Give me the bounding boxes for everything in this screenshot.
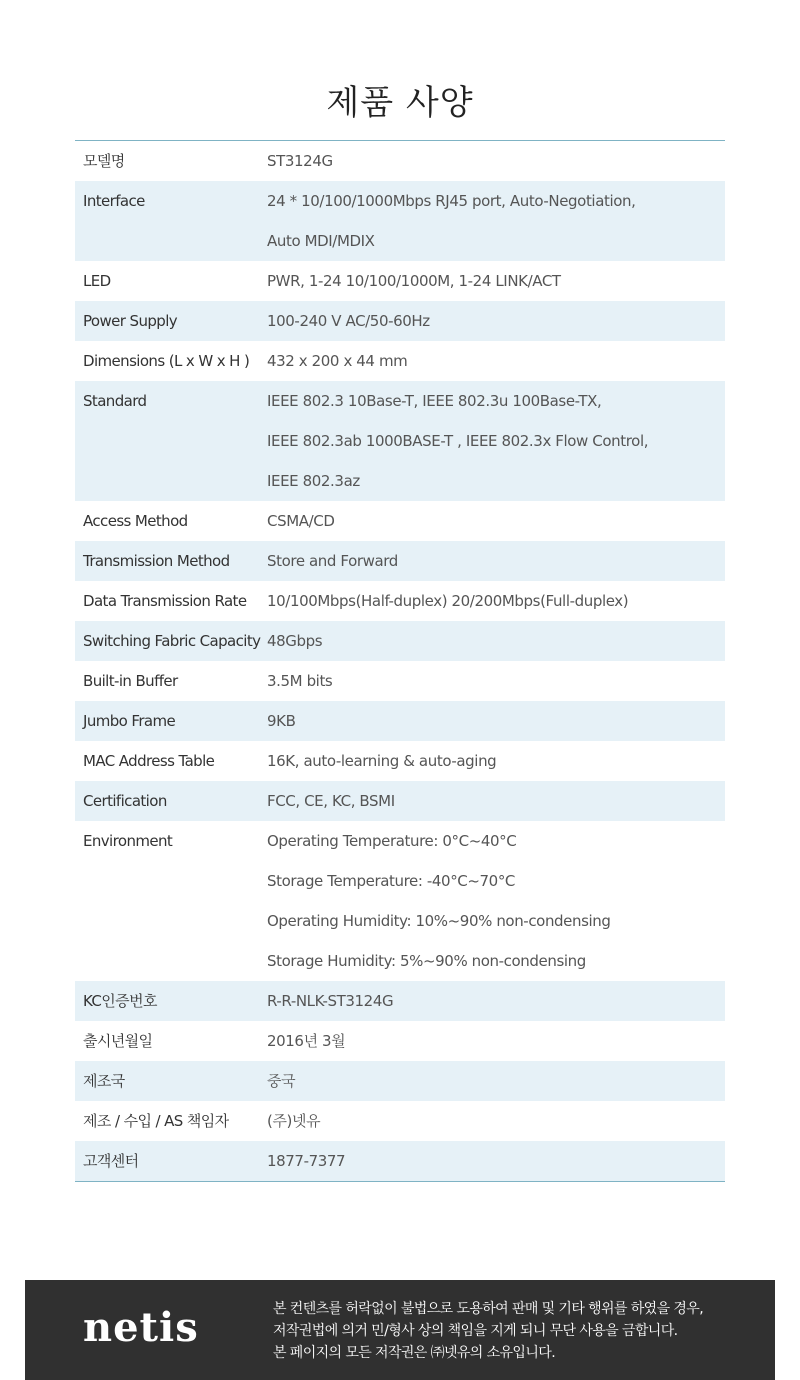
spec-row [75, 1021, 725, 1061]
spec-values [255, 501, 725, 541]
spec-row [75, 621, 725, 661]
notice-line: 본 페이지의 모든 저작권은 ㈜넷유의 소유입니다. [273, 1345, 556, 1361]
spec-values [255, 621, 725, 661]
spec-values [255, 381, 725, 501]
spec-row [75, 181, 725, 261]
spec-label: Jumbo Frame [83, 712, 176, 730]
spec-row [75, 1061, 725, 1101]
spec-row [75, 741, 725, 781]
spec-values [255, 541, 725, 581]
notice-line: 저작권법에 의거 민/형사 상의 책임을 지게 되니 무단 사용을 금합니다. [273, 1323, 678, 1339]
spec-label: MAC Address Table [83, 752, 215, 770]
spec-row [75, 341, 725, 381]
spec-row [75, 581, 725, 621]
spec-value: 432 x 200 x 44 mm [267, 352, 408, 370]
spec-label: 출시년월일 [83, 1032, 153, 1050]
spec-values [255, 1141, 725, 1181]
spec-value: FCC, CE, KC, BSMI [267, 792, 395, 810]
spec-value: 1877-7377 [267, 1152, 346, 1170]
spec-row [75, 1101, 725, 1141]
spec-row [75, 781, 725, 821]
copyright-notice [273, 1298, 703, 1364]
spec-label: Power Supply [83, 312, 178, 330]
spec-values [255, 1021, 725, 1061]
spec-values [255, 781, 725, 821]
spec-value: (주)넷유 [267, 1112, 321, 1130]
spec-values [255, 1061, 725, 1101]
spec-label: Switching Fabric Capacity [83, 632, 261, 650]
spec-row [75, 661, 725, 701]
spec-label: Built-in Buffer [83, 672, 178, 690]
spec-value: 9KB [267, 712, 296, 730]
spec-values [255, 261, 725, 301]
spec-values [255, 981, 725, 1021]
spec-value: IEEE 802.3 10Base-T, IEEE 802.3u 100Base-TX, [267, 392, 602, 410]
spec-row [75, 701, 725, 741]
spec-value: 중국 [267, 1072, 296, 1090]
spec-label: 제조 / 수입 / AS 책임자 [83, 1112, 229, 1130]
spec-values [255, 341, 725, 381]
spec-value: IEEE 802.3ab 1000BASE-T , IEEE 802.3x Flow Control, [267, 432, 649, 450]
spec-label: Interface [83, 192, 145, 210]
spec-value: 2016년 3월 [267, 1032, 346, 1050]
spec-value: ST3124G [267, 152, 333, 170]
spec-values [255, 181, 725, 261]
spec-label: Certification [83, 792, 167, 810]
spec-values [255, 661, 725, 701]
spec-value: CSMA/CD [267, 512, 335, 530]
spec-values [255, 301, 725, 341]
spec-table [75, 140, 725, 1182]
spec-value: R-R-NLK-ST3124G [267, 992, 394, 1010]
spec-value: PWR, 1-24 10/100/1000M, 1-24 LINK/ACT [267, 272, 561, 290]
spec-label: Data Transmission Rate [83, 592, 247, 610]
spec-label: Dimensions (L x W x H ) [83, 352, 250, 370]
page-title: 제품 사양 [326, 82, 474, 123]
spec-label: Standard [83, 392, 147, 410]
notice-line: 본 컨텐츠를 허락없이 불법으로 도용하여 판매 및 기타 행위를 하였을 경우, [273, 1301, 704, 1317]
spec-values [255, 1101, 725, 1141]
spec-row [75, 301, 725, 341]
spec-value: 10/100Mbps(Half-duplex) 20/200Mbps(Full-duplex) [267, 592, 629, 610]
spec-row [75, 541, 725, 581]
spec-values [255, 701, 725, 741]
spec-row [75, 981, 725, 1021]
spec-label: KC인증번호 [83, 992, 157, 1010]
spec-value: Store and Forward [267, 552, 398, 570]
spec-label: 고객센터 [83, 1152, 139, 1170]
spec-row [75, 141, 725, 181]
spec-value: IEEE 802.3az [267, 472, 360, 490]
spec-label: 모델명 [83, 152, 125, 170]
spec-row [75, 501, 725, 541]
spec-label: LED [83, 272, 111, 290]
spec-row [75, 821, 725, 981]
spec-value: 16K, auto-learning & auto-aging [267, 752, 497, 770]
spec-values [255, 141, 725, 181]
spec-value: Auto MDI/MDIX [267, 232, 375, 250]
spec-label: Transmission Method [83, 552, 230, 570]
spec-value: 48Gbps [267, 632, 323, 650]
spec-row [75, 381, 725, 501]
spec-values [255, 741, 725, 781]
spec-label: 제조국 [83, 1072, 125, 1090]
spec-value: Operating Humidity: 10%~90% non-condensing [267, 912, 611, 930]
spec-label: Access Method [83, 512, 188, 530]
spec-value: Storage Temperature: -40°C~70°C [267, 872, 515, 890]
spec-value: Storage Humidity: 5%~90% non-condensing [267, 952, 586, 970]
spec-value: 100-240 V AC/50-60Hz [267, 312, 430, 330]
spec-value: Operating Temperature: 0°C~40°C [267, 832, 517, 850]
spec-row [75, 261, 725, 301]
spec-label: Environment [83, 832, 173, 850]
netis-logo: netis [83, 1304, 199, 1351]
spec-value: 3.5M bits [267, 672, 333, 690]
footer-banner [25, 1280, 775, 1380]
spec-value: 24 * 10/100/1000Mbps RJ45 port, Auto-Negotiation, [267, 192, 636, 210]
spec-row [75, 1141, 725, 1181]
spec-values [255, 821, 725, 981]
spec-values [255, 581, 725, 621]
